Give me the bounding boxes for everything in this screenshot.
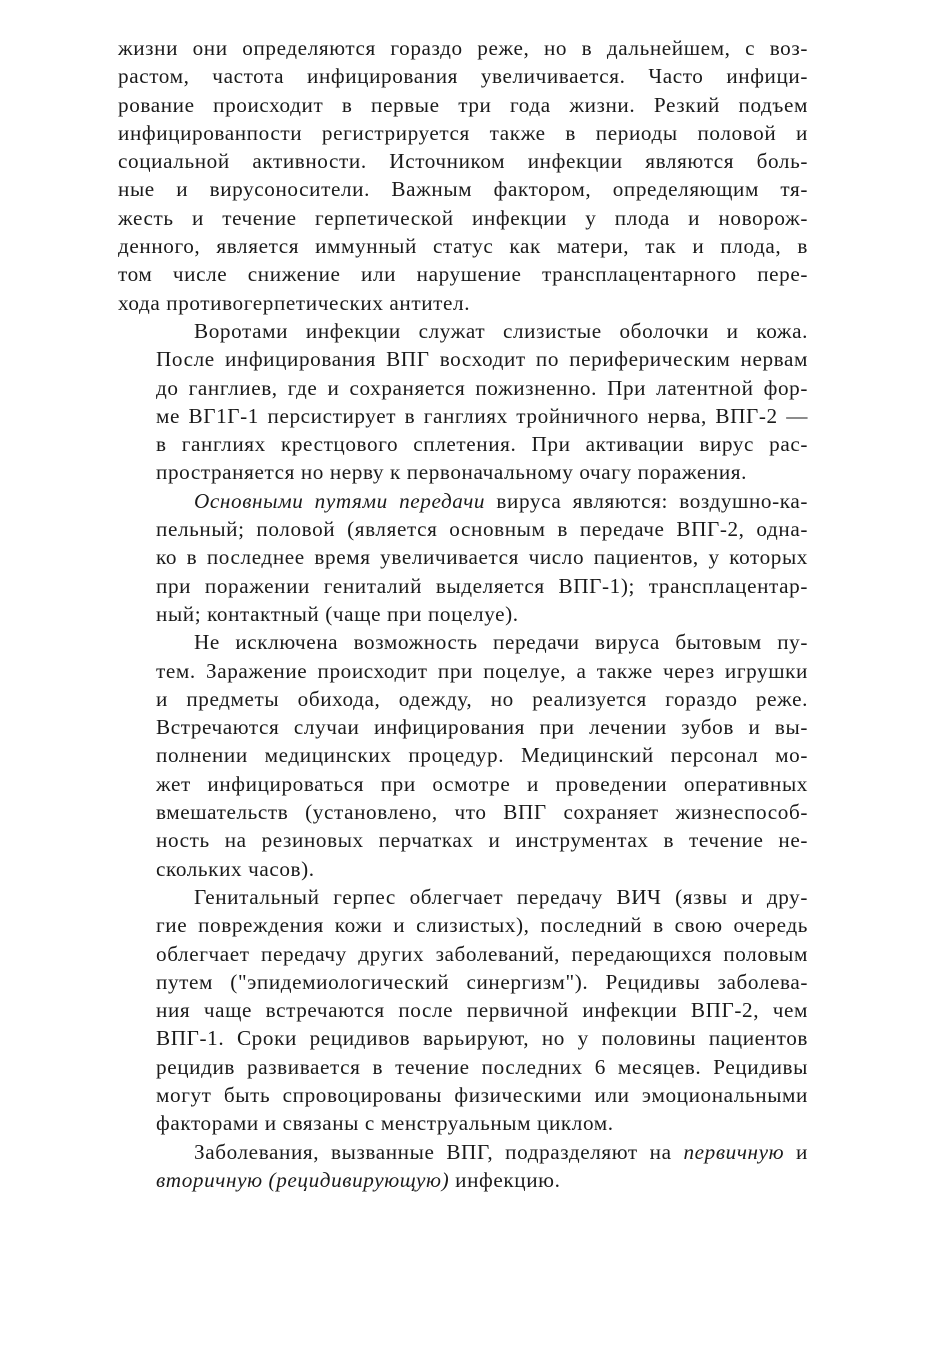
paragraph-4 [118, 628, 808, 883]
text-line: ный; контактный (чаще при поцелуе). [156, 601, 519, 626]
text-line: полнении медицинских процедур. Медицинский персонал мо- [156, 743, 808, 768]
document-page [118, 34, 808, 1194]
text-line: пространяется но нерву к первоначальному очагу поражения. [156, 460, 748, 485]
text-line: ные и вирусоносители. Важным фактором, определяющим тя- [118, 177, 808, 202]
paragraph-6 [118, 1138, 808, 1195]
text-line: тем. Заражение происходит при поцелуе, а также через игрушки [156, 658, 808, 683]
text-line: гие повреждения кожи и слизистых), последний в свою очередь [156, 913, 808, 938]
paragraph-1 [118, 34, 808, 317]
text-line: инфицированпости регистрируется также в периоды половой и [118, 120, 808, 145]
text-line: Воротами инфекции служат слизистые оболочки и кожа. [194, 318, 808, 343]
text-line: Генитальный герпес облегчает передачу ВИЧ (язвы и дру- [194, 884, 808, 909]
text-line: в ганглиях крестцового сплетения. При активации вирус рас- [156, 432, 808, 457]
text-line: скольких часов). [156, 856, 315, 881]
text-line: рование происходит в первые три года жизни. Резкий подъем [118, 92, 808, 117]
text-line: вмешательств (установлено, что ВПГ сохраняет жизнеспособ- [156, 800, 808, 825]
paragraph-3 [118, 487, 808, 628]
text-fragment: инфекцию. [449, 1167, 561, 1192]
text-line: ность на резиновых перчатках и инструментах в течение не- [156, 828, 808, 853]
text-line: денного, является иммунный статус как матери, так и плода, в [118, 234, 808, 259]
italic-term-primary: первичную [683, 1139, 785, 1164]
text-fragment: вируса являются: воздушно-ка- [485, 488, 808, 513]
text-line: ВПГ-1. Сроки рецидивов варьируют, но у половины пациентов [156, 1026, 808, 1051]
text-line: жет инфицироваться при осмотре и проведении оперативных [156, 771, 808, 796]
text-fragment: и [784, 1139, 808, 1164]
text-line: Не исключена возможность передачи вируса бытовым пу- [194, 630, 808, 655]
text-line: факторами и связаны с менструальным циклом. [156, 1111, 614, 1136]
text-line: хода противогерпетических антител. [118, 290, 471, 315]
text-line: облегчает передачу других заболеваний, передающихся половым [156, 941, 808, 966]
text-line [118, 1138, 808, 1166]
text-line: том числе снижение или нарушение трансплацентарного пере- [118, 262, 808, 287]
text-line: могут быть спровоцированы физическими или эмоциональными [156, 1082, 808, 1107]
text-line: После инфицирования ВПГ восходит по периферическим нервам [156, 347, 808, 372]
italic-term-secondary: вторичную (рецидивирующую) [156, 1167, 450, 1192]
text-line: и предметы обихода, одежду, но реализуется гораздо реже. [156, 686, 808, 711]
text-line: до ганглиев, где и сохраняется пожизненно. При латентной фор- [156, 375, 808, 400]
text-line: при поражении гениталий выделяется ВПГ-1); трансплацентар- [156, 573, 808, 598]
text-line: ме ВГ1Г-1 персистирует в ганглиях тройничного нерва, ВПГ-2 — [156, 403, 808, 428]
text-line: жизни они определяются гораздо реже, но в дальнейшем, с воз- [118, 36, 808, 60]
text-line: социальной активности. Источником инфекции являются боль- [118, 149, 808, 174]
text-line: Встречаются случаи инфицирования при лечении зубов и вы- [156, 715, 808, 740]
text-line [118, 487, 808, 515]
text-line: ко в последнее время увеличивается число пациентов, у которых [156, 545, 808, 570]
text-line: растом, частота инфицирования увеличивается. Часто инфици- [118, 64, 808, 89]
text-line [118, 1166, 808, 1194]
text-line: рецидив развивается в течение последних 6 месяцев. Рецидивы [156, 1054, 808, 1079]
text-line: жесть и течение герпетической инфекции у плода и новорож- [118, 205, 808, 230]
paragraph-5 [118, 883, 808, 1138]
paragraph-2 [118, 317, 808, 487]
text-fragment: Заболевания, вызванные ВПГ, подразделяют на [194, 1139, 684, 1164]
italic-phrase: Основными путями передачи [194, 488, 486, 513]
text-line: ния чаще встречаются после первичной инфекции ВПГ-2, чем [156, 998, 808, 1023]
text-line: путем ("эпидемиологический синергизм"). Рецидивы заболева- [156, 969, 808, 994]
text-line: пельный; половой (является основным в передаче ВПГ-2, одна- [156, 517, 808, 542]
